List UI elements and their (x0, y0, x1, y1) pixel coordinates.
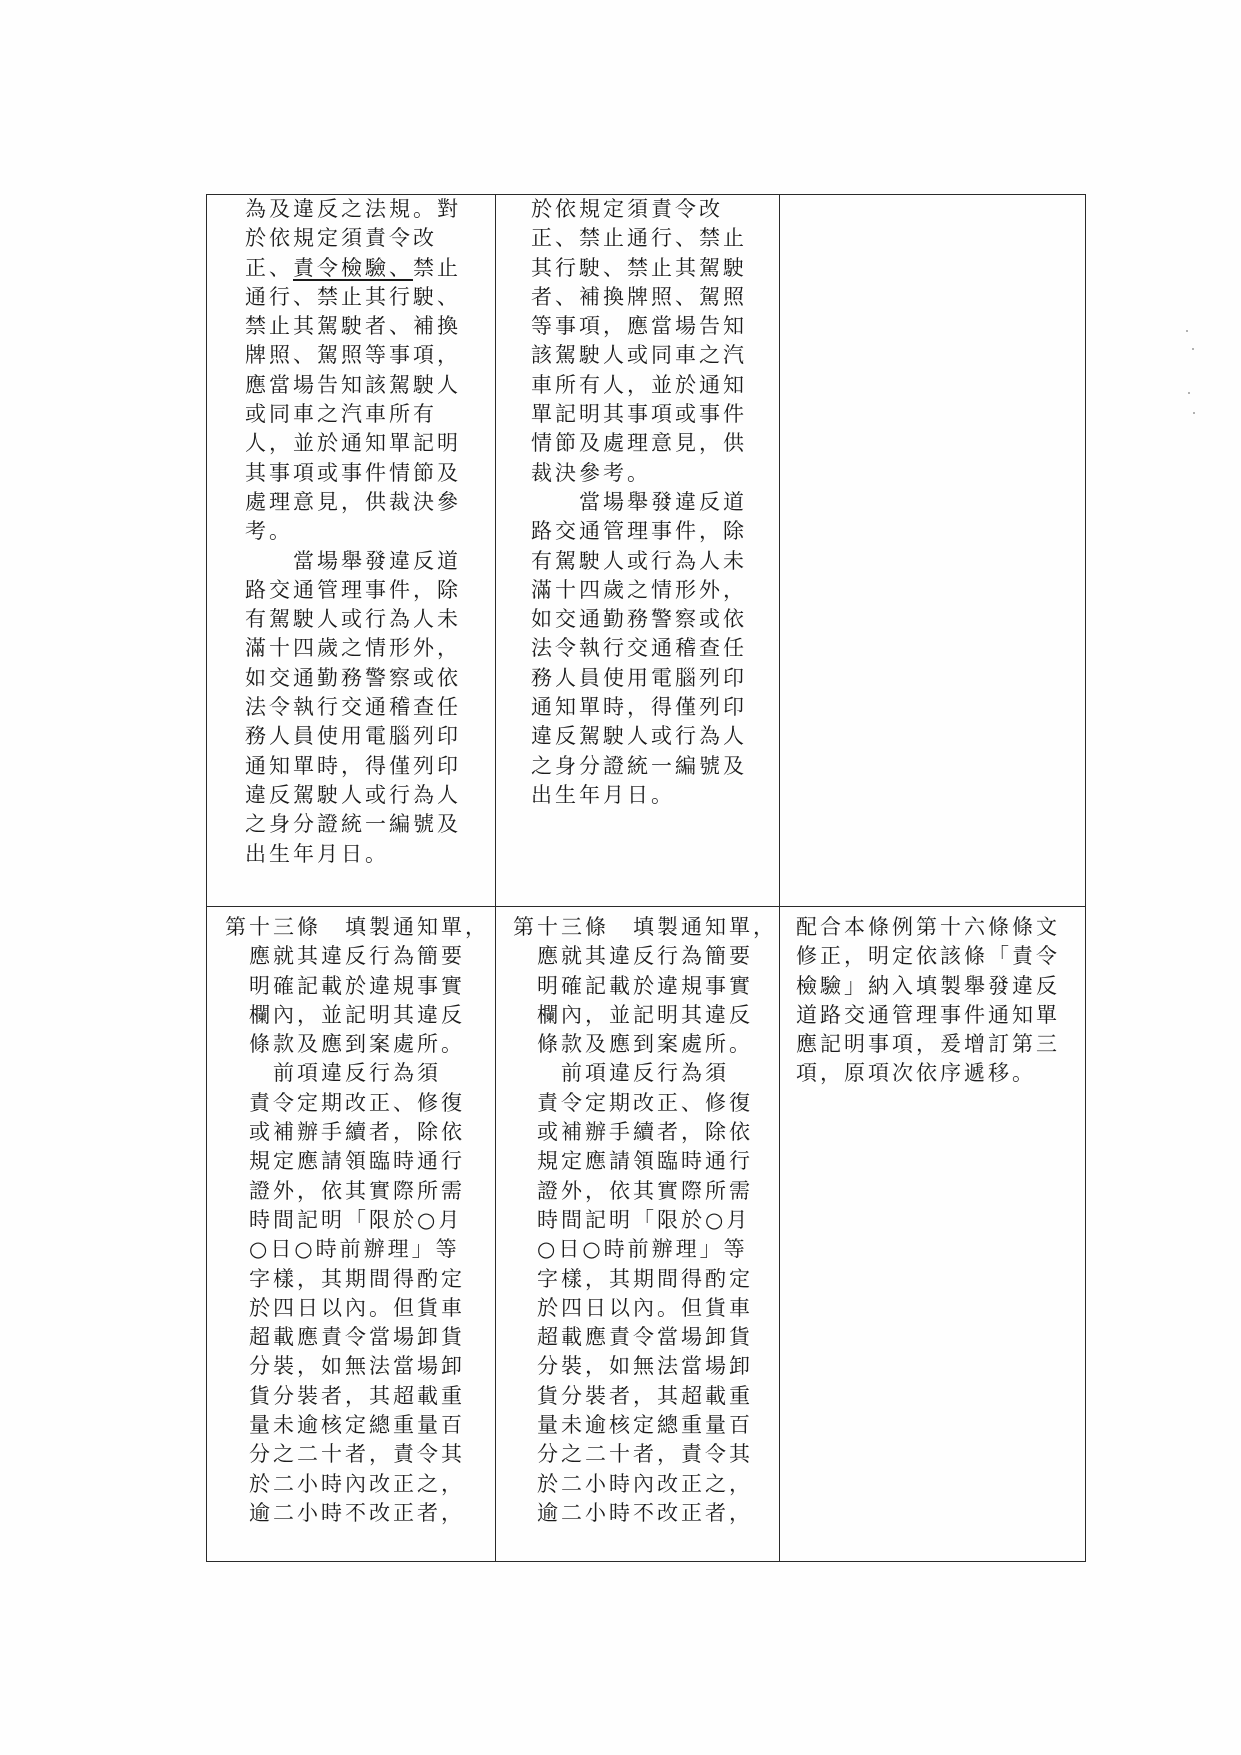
text-line: 正、禁止通行、禁止 (531, 226, 747, 251)
text-line: 欄內，並記明其違反 (513, 1002, 753, 1027)
scan-speck (1192, 348, 1194, 350)
text-line: 責令定期改正、修復 (513, 1090, 753, 1115)
table-row-article-13 (207, 906, 1085, 1561)
scan-speck (1186, 330, 1188, 332)
text-line: 超載應責令當場卸貨 (513, 1325, 753, 1350)
current-text-cell (495, 195, 779, 906)
text-line: ○日○時前辦理」等 (225, 1237, 460, 1262)
text-line: 證外，依其實際所需 (225, 1178, 465, 1203)
text-line: 字樣，其期間得酌定 (513, 1266, 753, 1291)
text-line: 貨分裝者，其超載重 (225, 1383, 465, 1408)
text-line: 應記明事項，爰增訂第三 (796, 1032, 1060, 1057)
text-line: 路交通管理事件，除 (531, 519, 747, 544)
scan-speck (1193, 412, 1195, 414)
text-line: 分裝，如無法當場卸 (225, 1354, 465, 1379)
text-line: 法令執行交通稽查任 (245, 695, 461, 720)
text-line: 禁止其駕駛者、補換 (245, 314, 461, 339)
text-line: 當場舉發違反道 (531, 489, 747, 514)
text-line: 欄內，並記明其違反 (225, 1002, 465, 1027)
text-line: 量未逾核定總重量百 (513, 1413, 753, 1438)
text-line: 務人員使用電腦列印 (531, 665, 747, 690)
text-line: 明確記載於違規事實 (225, 973, 465, 998)
scan-speck (1188, 392, 1190, 394)
text-line: 等事項，應當場告知 (531, 314, 747, 339)
text-line: 條款及應到案處所。 (513, 1032, 753, 1057)
text-line: 滿十四歲之情形外， (531, 577, 747, 602)
text-line: 正、責令檢驗、禁止 (245, 255, 461, 280)
text-line: 前項違反行為須 (225, 1061, 441, 1086)
text-line: 滿十四歲之情形外， (245, 636, 461, 661)
text-line: 人，並於通知單記明 (245, 431, 461, 456)
text-line: 之身分證統一編號及 (531, 753, 747, 778)
text-line: 分裝，如無法當場卸 (513, 1354, 753, 1379)
text-line: 之身分證統一編號及 (245, 812, 461, 837)
text-line: 明確記載於違規事實 (513, 973, 753, 998)
underlined-amendment: 責令檢驗、 (293, 255, 413, 280)
explanation-cell (779, 907, 1087, 1561)
text-line: 通行、禁止其行駛、 (245, 284, 461, 309)
explanation-cell (779, 195, 1087, 906)
text-line: 逾二小時不改正者， (513, 1500, 753, 1525)
text-line: 檢驗」納入填製舉發違反 (796, 973, 1060, 998)
text-line: 裁決參考。 (531, 460, 651, 485)
text-line: 有駕駛人或行為人未 (245, 607, 461, 632)
text-line: 出生年月日。 (531, 782, 675, 807)
text-line: 考。 (245, 519, 293, 544)
text-line: 於依規定須責令改 (531, 197, 723, 221)
text-line: 該駕駛人或同車之汽 (531, 343, 747, 368)
text-line: 修正，明定依該條「責令 (796, 944, 1060, 969)
text-line: 有駕駛人或行為人未 (531, 548, 747, 573)
text-line: 者、補換牌照、駕照 (531, 284, 747, 309)
text-line: 通知單時，得僅列印 (245, 753, 461, 778)
text-line: 應就其違反行為簡要 (513, 944, 753, 969)
text-line: 法令執行交通稽查任 (531, 636, 747, 661)
text-line: ○日○時前辦理」等 (513, 1237, 748, 1262)
text-line: 違反駕駛人或行為人 (531, 724, 747, 749)
text-line: 當場舉發違反道 (245, 548, 461, 573)
text-line: 量未逾核定總重量百 (225, 1413, 465, 1438)
text-line: 其行駛、禁止其駕駛 (531, 255, 747, 280)
text-line: 務人員使用電腦列印 (245, 724, 461, 749)
text-line: 或同車之汽車所有 (245, 402, 437, 427)
text-line: 前項違反行為須 (513, 1061, 729, 1086)
text-line: 第十三條 填製通知單， (513, 915, 777, 939)
text-line: 貨分裝者，其超載重 (513, 1383, 753, 1408)
text-line: 時間記明「限於○月 (225, 1207, 463, 1232)
text-line: 項，原項次依序遞移。 (796, 1061, 1036, 1086)
text-line: 第十三條 填製通知單， (225, 915, 489, 939)
text-line: 路交通管理事件，除 (245, 577, 461, 602)
text-line: 於依規定須責令改 (245, 226, 437, 251)
amended-text-cell (207, 195, 495, 906)
text-line: 出生年月日。 (245, 841, 389, 866)
text-line: 分之二十者，責令其 (513, 1442, 753, 1467)
text-line: 牌照、駕照等事項， (245, 343, 461, 368)
table-row-continuation (207, 195, 1085, 906)
text-line: 字樣，其期間得酌定 (225, 1266, 465, 1291)
text-line: 為及違反之法規。對 (245, 197, 461, 221)
text-line: 應當場告知該駕駛人 (245, 372, 461, 397)
text-line: 通知單時，得僅列印 (531, 695, 747, 720)
text-line: 或補辦手續者，除依 (513, 1120, 753, 1145)
text-line: 單記明其事項或事件 (531, 402, 747, 427)
text-line: 違反駕駛人或行為人 (245, 782, 461, 807)
text-line: 逾二小時不改正者， (225, 1500, 465, 1525)
text-line: 規定應請領臨時通行 (513, 1149, 753, 1174)
text-line: 於四日以內。但貨車 (225, 1295, 465, 1320)
text-line: 於四日以內。但貨車 (513, 1295, 753, 1320)
text-line: 應就其違反行為簡要 (225, 944, 465, 969)
text-line: 於二小時內改正之， (513, 1471, 753, 1496)
amendment-comparison-table (206, 194, 1086, 1562)
text-line: 配合本條例第十六條條文 (796, 915, 1060, 939)
text-line: 超載應責令當場卸貨 (225, 1325, 465, 1350)
text-line: 規定應請領臨時通行 (225, 1149, 465, 1174)
text-line: 其事項或事件情節及 (245, 460, 461, 485)
text-line: 處理意見，供裁決參 (245, 489, 461, 514)
text-line: 或補辦手續者，除依 (225, 1120, 465, 1145)
text-line: 如交通勤務警察或依 (245, 665, 461, 690)
text-line: 責令定期改正、修復 (225, 1090, 465, 1115)
text-line: 分之二十者，責令其 (225, 1442, 465, 1467)
text-line: 情節及處理意見，供 (531, 431, 747, 456)
text-line: 如交通勤務警察或依 (531, 607, 747, 632)
text-line: 證外，依其實際所需 (513, 1178, 753, 1203)
text-line: 道路交通管理事件通知單 (796, 1002, 1060, 1027)
text-line: 車所有人，並於通知 (531, 372, 747, 397)
text-line: 條款及應到案處所。 (225, 1032, 465, 1057)
current-text-cell (495, 907, 779, 1561)
amended-text-cell (207, 907, 495, 1561)
text-line: 於二小時內改正之， (225, 1471, 465, 1496)
text-line: 時間記明「限於○月 (513, 1207, 751, 1232)
